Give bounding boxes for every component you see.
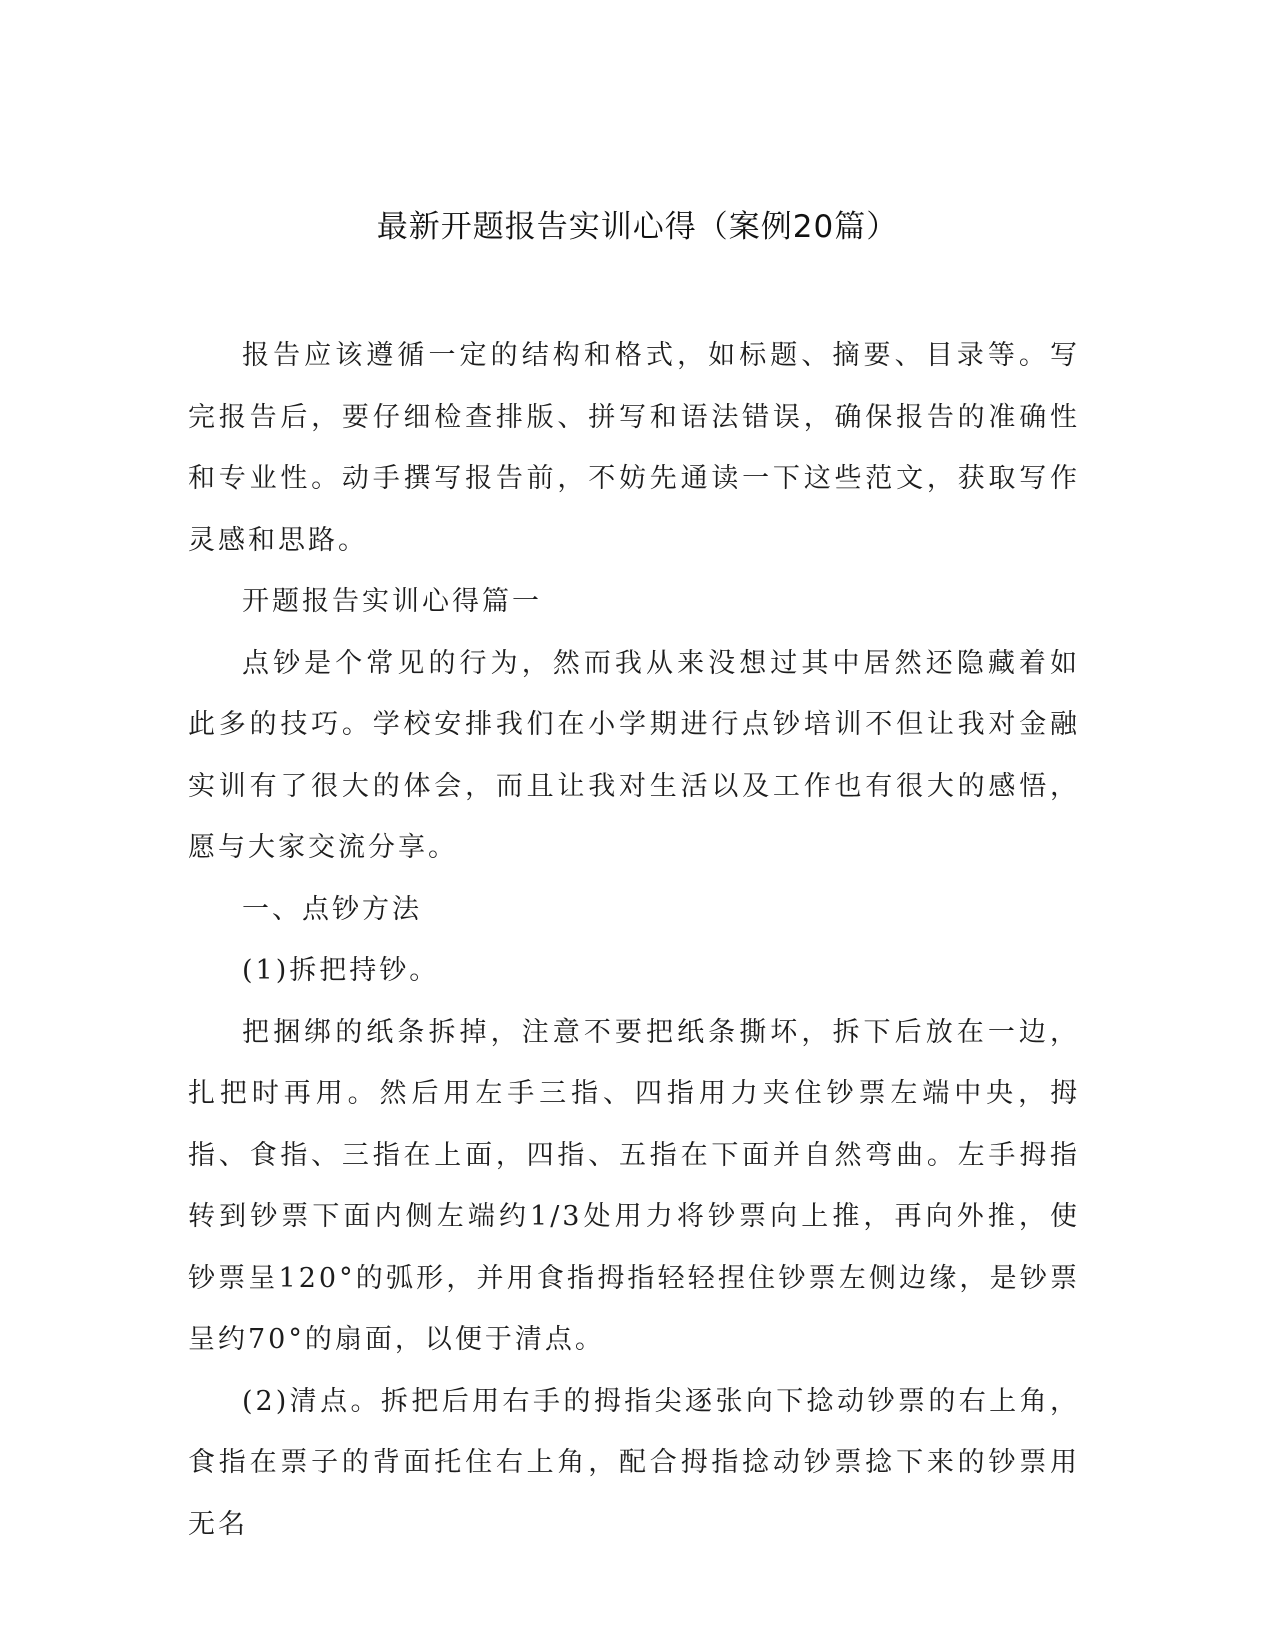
document-title: 最新开题报告实训心得（案例20篇） [376, 209, 899, 245]
section-heading-part-one: 开题报告实训心得篇一 [242, 586, 542, 617]
intro-paragraph: 报告应该遵循一定的结构和格式，如标题、摘要、目录等。写完报告后，要仔细检查排版、拼写和语法错误，确保报告的准确性和专业性。动手撰写报告前，不妨先通读一下这些范文，获取写作灵感和思路。 [188, 340, 1080, 556]
body-paragraph: 点钞是个常见的行为，然而我从来没想过其中居然还隐藏着如此多的技巧。学校安排我们在小学期进行点钞培训不但让我对金融实训有了很大的体会，而且让我对生活以及工作也有很大的感悟，愿与大家交流分享。 [188, 647, 1080, 863]
document-body [188, 325, 1080, 1555]
subsection-heading: 一、点钞方法 [242, 893, 422, 925]
body-paragraph: (2)清点。拆把后用右手的拇指尖逐张向下捻动钞票的右上角，食指在票子的背面托住右上角，配合拇指捻动钞票捻下来的钞票用无名 [188, 1385, 1080, 1540]
body-paragraph: 把捆绑的纸条拆掉，注意不要把纸条撕坏，拆下后放在一边，扎把时再用。然后用左手三指、四指用力夹住钞票左端中央，拇指、食指、三指在上面，四指、五指在下面并自然弯曲。左手拇指转到钞票下面内侧左端约1/3处用力将钞票向上推，再向外推，使钞票呈120°的弧形，并用食指拇指轻轻捏住钞票左侧边缘，是钞票呈约70°的扇面，以便于清点。 [188, 1016, 1080, 1355]
step-heading: (1)拆把持钞。 [242, 955, 440, 986]
